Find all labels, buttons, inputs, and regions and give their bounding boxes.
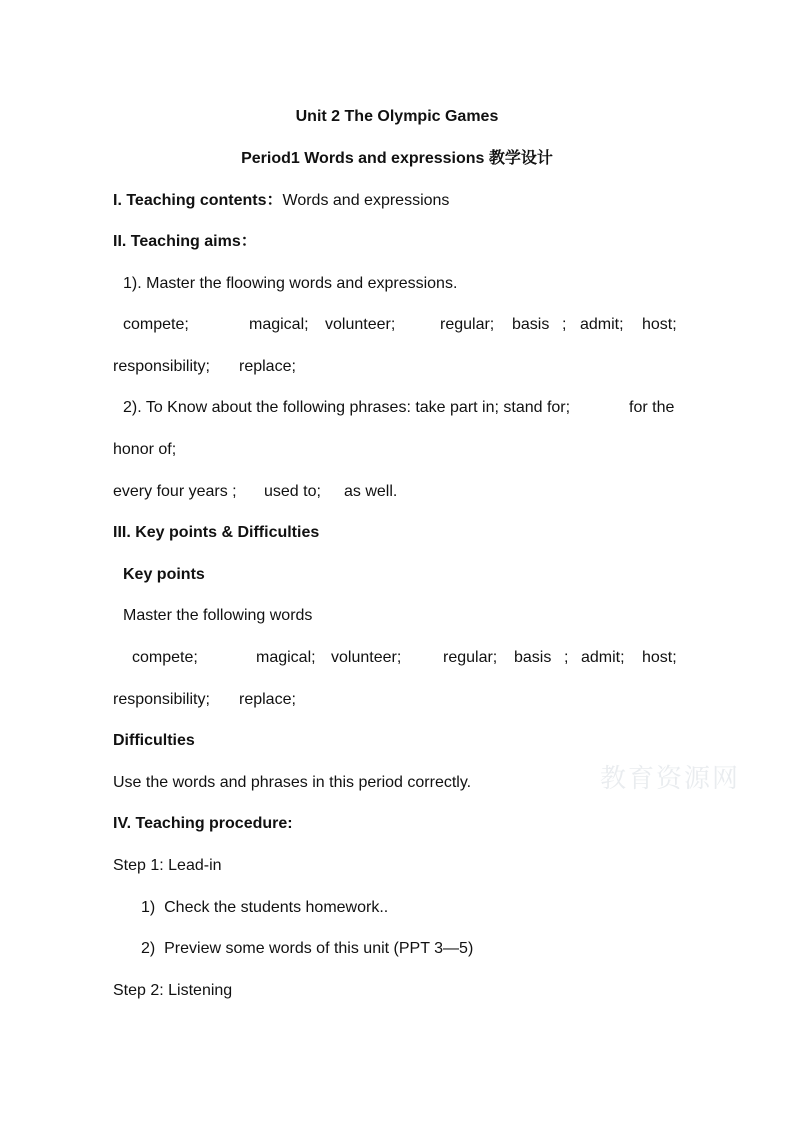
words-line (113, 648, 680, 668)
word-item: ; (562, 316, 567, 333)
word-item: admit; (581, 649, 625, 666)
word-item: host; (642, 316, 677, 333)
word-item: basis (514, 649, 552, 666)
phrase-item: every four years ; (113, 483, 237, 500)
word-item: responsibility; (113, 358, 210, 375)
step-1-item: 1) Check the students homework.. (141, 899, 389, 916)
document-subtitle: Period1 Words and expressions 教学设计 (241, 150, 553, 167)
aim-item-1: 1). Master the floowing words and expressions. (123, 275, 458, 292)
word-item: responsibility; (113, 691, 210, 708)
step-1-item: 2) Preview some words of this unit (PPT 3—5) (141, 940, 474, 957)
word-item: host; (642, 649, 677, 666)
key-points-text: Master the following words (123, 607, 313, 624)
section-heading: I. Teaching contents： (113, 192, 283, 209)
section-text: Words and expressions (282, 192, 450, 209)
word-item: magical; (249, 316, 309, 333)
phrase-item: as well. (344, 483, 398, 500)
word-item: magical; (256, 649, 316, 666)
aim-text-tail: for the (629, 399, 675, 416)
phrases-line (113, 482, 680, 502)
section-heading-key-points: III. Key points & Difficulties (113, 524, 320, 541)
subheading-key-points: Key points (123, 566, 205, 583)
word-item: volunteer; (331, 649, 402, 666)
word-item: regular; (443, 649, 498, 666)
word-item: ; (564, 649, 569, 666)
step-2-heading: Step 2: Listening (113, 982, 233, 999)
word-item: basis (512, 316, 550, 333)
document-title: Unit 2 The Olympic Games (295, 108, 499, 125)
difficulties-text: Use the words and phrases in this period correctly. (113, 774, 472, 791)
step-1-heading: Step 1: Lead-in (113, 857, 222, 874)
phrase-item: used to; (264, 483, 321, 500)
word-item: replace; (239, 358, 296, 375)
word-item: volunteer; (325, 316, 396, 333)
words-line (113, 690, 680, 710)
word-item: compete; (123, 316, 189, 333)
section-heading-teaching-aims: II. Teaching aims： (113, 233, 257, 250)
subheading-difficulties: Difficulties (113, 732, 195, 749)
section-teaching-contents (113, 191, 449, 211)
words-line (113, 315, 680, 335)
aim-text: 2). To Know about the following phrases: take part in; stand for; (123, 399, 571, 416)
aim-item-2 (113, 398, 680, 418)
word-item: admit; (580, 316, 624, 333)
section-heading-teaching-procedure: IV. Teaching procedure: (113, 815, 293, 832)
words-line (113, 357, 680, 377)
word-item: compete; (132, 649, 198, 666)
watermark: 教育资源网 (600, 764, 741, 794)
word-item: replace; (239, 691, 296, 708)
word-item: regular; (440, 316, 495, 333)
aim-item-2-continued: honor of; (113, 441, 177, 458)
